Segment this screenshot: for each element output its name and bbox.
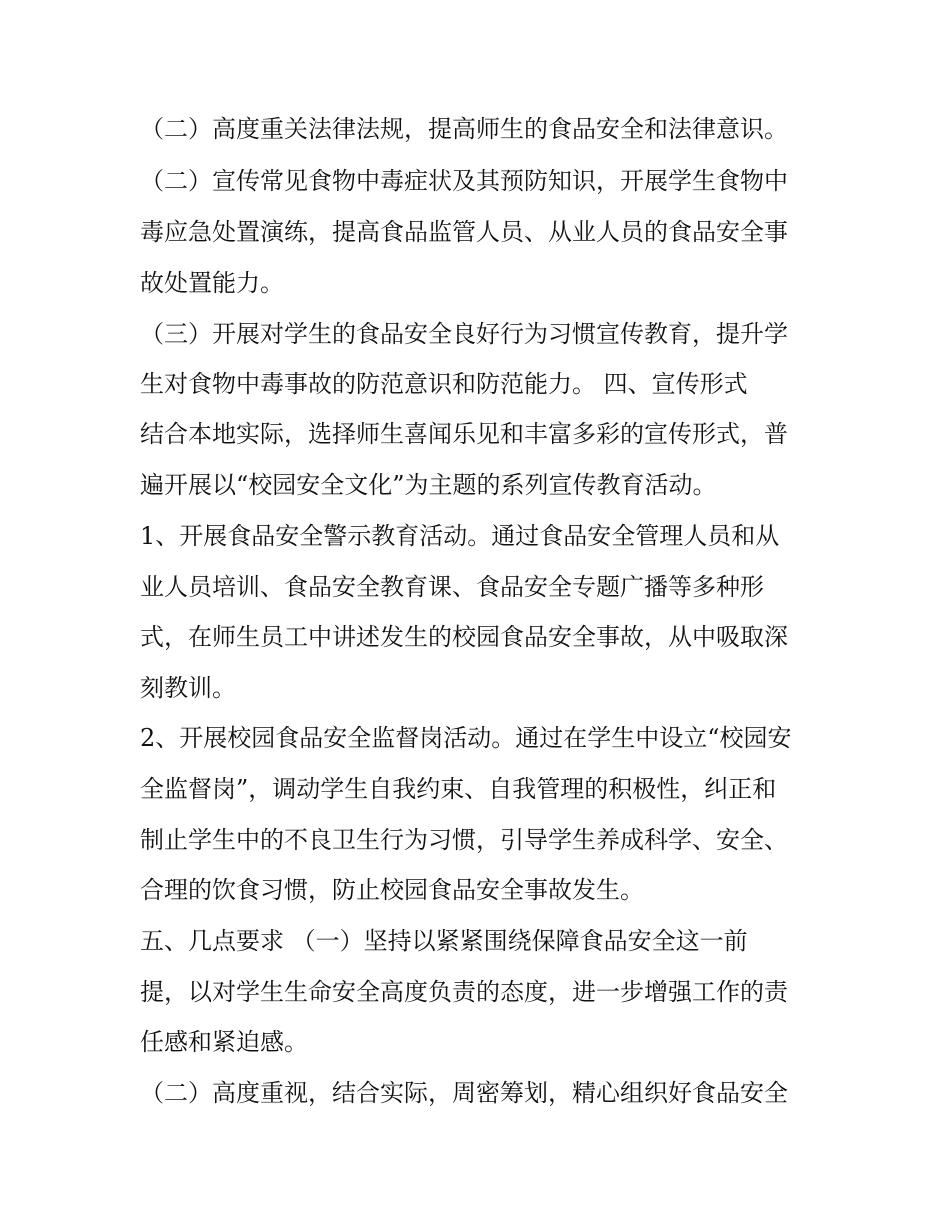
text-line: 合理的饮食习惯，防止校园食品安全事故发生。 <box>140 876 644 904</box>
text-line: 提，以对学生生命安全高度负责的态度，进一步增强工作的责 <box>140 978 788 1006</box>
text-line: 1、开展食品安全警示教育活动。通过食品安全管理人员和从 <box>140 522 780 550</box>
text-line: 五、几点要求 （一）坚持以紧紧围绕保障食品安全这一前 <box>140 927 748 955</box>
text-line: 遍开展以“校园安全文化”为主题的系列宣传教育活动。 <box>140 471 717 499</box>
text-line: 任感和紧迫感。 <box>140 1028 308 1056</box>
text-line: （三）开展对学生的食品安全良好行为习惯宣传教育，提升学 <box>140 320 788 348</box>
text-line: 故处置能力。 <box>140 269 284 297</box>
text-line: 刻教训。 <box>140 674 236 702</box>
text-line: 制止学生中的不良卫生行为习惯，引导学生养成科学、安全、 <box>140 826 788 854</box>
text-line: 全监督岗”，调动学生自我约束、自我管理的积极性，纠正和 <box>140 775 777 803</box>
text-line: 生对食物中毒事故的防范意识和防范能力。 四、宣传形式 <box>140 370 748 398</box>
text-line: 结合本地实际，选择师生喜闻乐见和丰富多彩的宣传形式，普 <box>140 420 788 448</box>
text-line: 毒应急处置演练，提高食品监管人员、从业人员的食品安全事 <box>140 218 788 246</box>
text-line: （二）高度重关法律法规，提高师生的食品安全和法律意识。 <box>140 115 788 143</box>
text-line: 式，在师生员工中讲述发生的校园食品安全事故，从中吸取深 <box>140 623 788 651</box>
text-line: 业人员培训、食品安全教育课、食品安全专题广播等多种形 <box>140 573 764 601</box>
text-line: （二）宣传常见食物中毒症状及其预防知识，开展学生食物中 <box>140 167 788 195</box>
text-line: 2、开展校园食品安全监督岗活动。通过在学生中设立“校园安 <box>140 724 792 752</box>
text-line: （二）高度重视，结合实际，周密筹划，精心组织好食品安全 <box>140 1079 788 1107</box>
